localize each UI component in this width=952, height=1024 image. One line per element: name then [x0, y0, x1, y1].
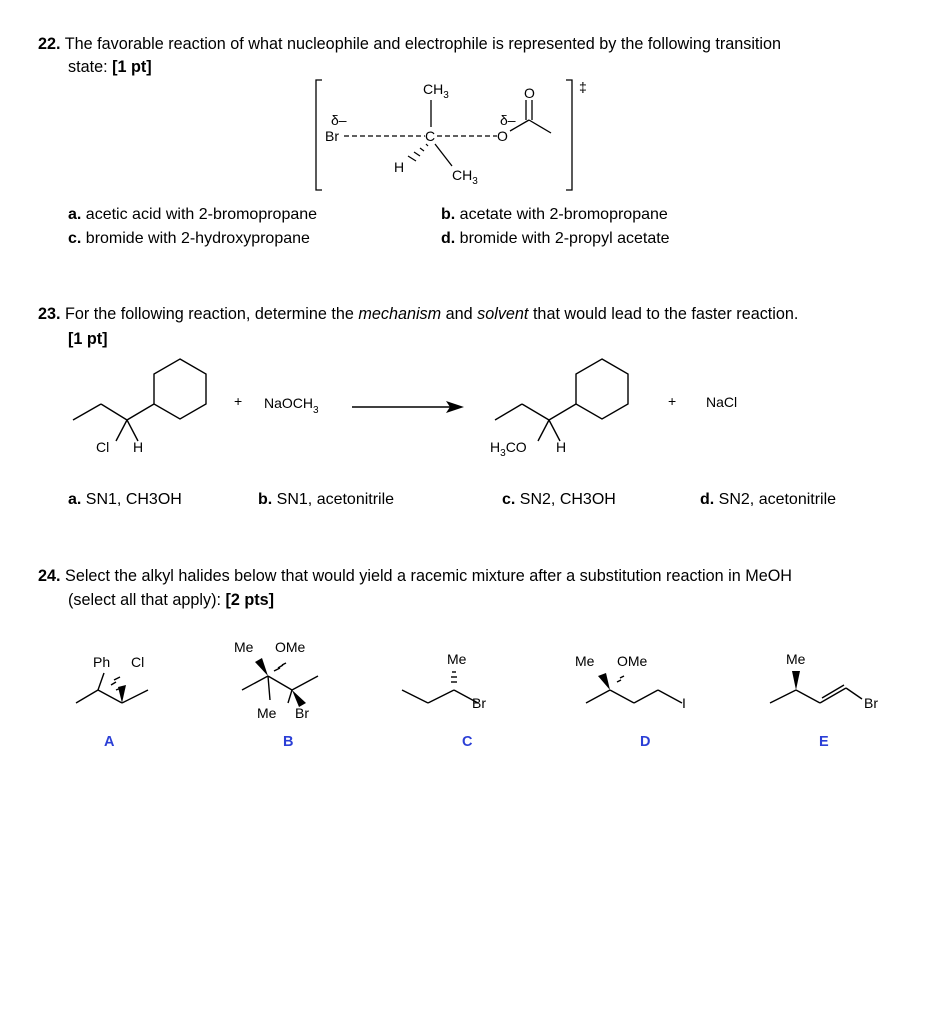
option-text: SN1, CH3OH	[85, 491, 182, 508]
option-text: bromide with 2-hydroxypropane	[85, 230, 310, 247]
q23-text-c: that would lead to the faster reaction.	[532, 305, 799, 323]
q24-points: [2 pts]	[225, 591, 275, 609]
ts-ch3-bottom-label: $CH_3$	[452, 167, 478, 187]
reactant-cl-label: Cl	[96, 439, 110, 455]
structure-e-wedge	[792, 671, 800, 690]
ts-o-label: O	[497, 128, 508, 144]
reagent-label: NaOCH$_3$	[264, 395, 319, 416]
q23-number: 23.	[38, 305, 61, 323]
option-text: acetate with 2-bromopropane	[459, 206, 668, 223]
q22-points: [1 pt]	[112, 58, 152, 76]
structure-label-e[interactable]: E	[819, 734, 829, 750]
structure-b-wedge-1	[255, 658, 268, 676]
structure-c-br: Br	[472, 695, 486, 711]
ts-dagger: ‡	[579, 79, 587, 95]
option-key: c.	[502, 491, 516, 508]
ts-delta-o: δ–	[500, 112, 516, 128]
ts-delta-br: δ–	[331, 112, 347, 128]
q24-text: Select the alkyl halides below that would yield a racemic mixture after a substitution reaction in MeOH	[65, 567, 792, 585]
reactant-h-label: H	[133, 439, 144, 455]
structure-a-wedge	[118, 685, 126, 703]
option-text: acetic acid with 2-bromopropane	[85, 206, 318, 223]
structure-b	[242, 663, 318, 703]
structure-e-me: Me	[786, 651, 806, 667]
ts-c-label: C	[425, 128, 436, 144]
option-text: bromide with 2-propyl acetate	[459, 230, 670, 247]
structure-a-ph: Ph	[93, 654, 111, 670]
structure-b-br: Br	[295, 705, 309, 721]
structure-d-ome: OMe	[617, 653, 648, 669]
option-key: b.	[441, 206, 456, 223]
structure-a	[76, 673, 148, 703]
structure-b-me2: Me	[257, 705, 277, 721]
structure-d	[586, 676, 682, 703]
structure-d-me: Me	[575, 653, 595, 669]
structure-label-a[interactable]: A	[104, 734, 115, 750]
option-key: d.	[441, 230, 456, 247]
structure-label-c[interactable]: C	[462, 734, 473, 750]
option-key: b.	[258, 491, 273, 508]
q22-text2: state:	[68, 58, 108, 76]
plus-sign-1: +	[234, 393, 243, 409]
structure-label-d[interactable]: D	[640, 734, 651, 750]
ts-h-label: H	[394, 159, 405, 175]
option-text: SN1, acetonitrile	[276, 491, 395, 508]
structure-c	[402, 672, 478, 703]
q24-text2: (select all that apply):	[68, 591, 221, 609]
byproduct-label: NaCl	[706, 394, 738, 410]
structure-e-br: Br	[864, 695, 878, 711]
structure-label-b[interactable]: B	[283, 734, 294, 750]
product-h3co-label: $H_3CO$	[490, 439, 527, 459]
option-text: SN2, CH3OH	[519, 491, 616, 508]
q24-number: 24.	[38, 567, 61, 585]
option-text: SN2, acetonitrile	[718, 491, 837, 508]
q22-number: 22.	[38, 35, 61, 53]
structure-b-ome: OMe	[275, 639, 306, 655]
ts-br-label: Br	[325, 128, 339, 144]
structure-c-me: Me	[447, 651, 467, 667]
structure-d-wedge	[598, 673, 610, 690]
structure-b-me1: Me	[234, 639, 254, 655]
structure-e	[770, 685, 862, 703]
option-key: c.	[68, 230, 82, 247]
q23-mechanism: mechanism	[358, 305, 442, 323]
option-key: d.	[700, 491, 715, 508]
ts-ch3-top-label: $CH_3$	[423, 81, 449, 101]
q23-solvent: solvent	[477, 305, 529, 323]
option-key: a.	[68, 206, 82, 223]
ts-carbonyl-o-label: O	[524, 85, 535, 101]
q23-text-a: For the following reaction, determine the	[65, 305, 354, 323]
q23-points: [1 pt]	[68, 330, 108, 348]
option-key: a.	[68, 491, 82, 508]
structure-a-cl: Cl	[131, 654, 145, 670]
q23-text-b: and	[445, 305, 473, 323]
product-h-label: H	[556, 439, 567, 455]
plus-sign-2: +	[668, 393, 677, 409]
q22-text: The favorable reaction of what nucleophile and electrophile is represented by the following transition	[64, 35, 782, 53]
structure-d-i: I	[682, 695, 686, 711]
